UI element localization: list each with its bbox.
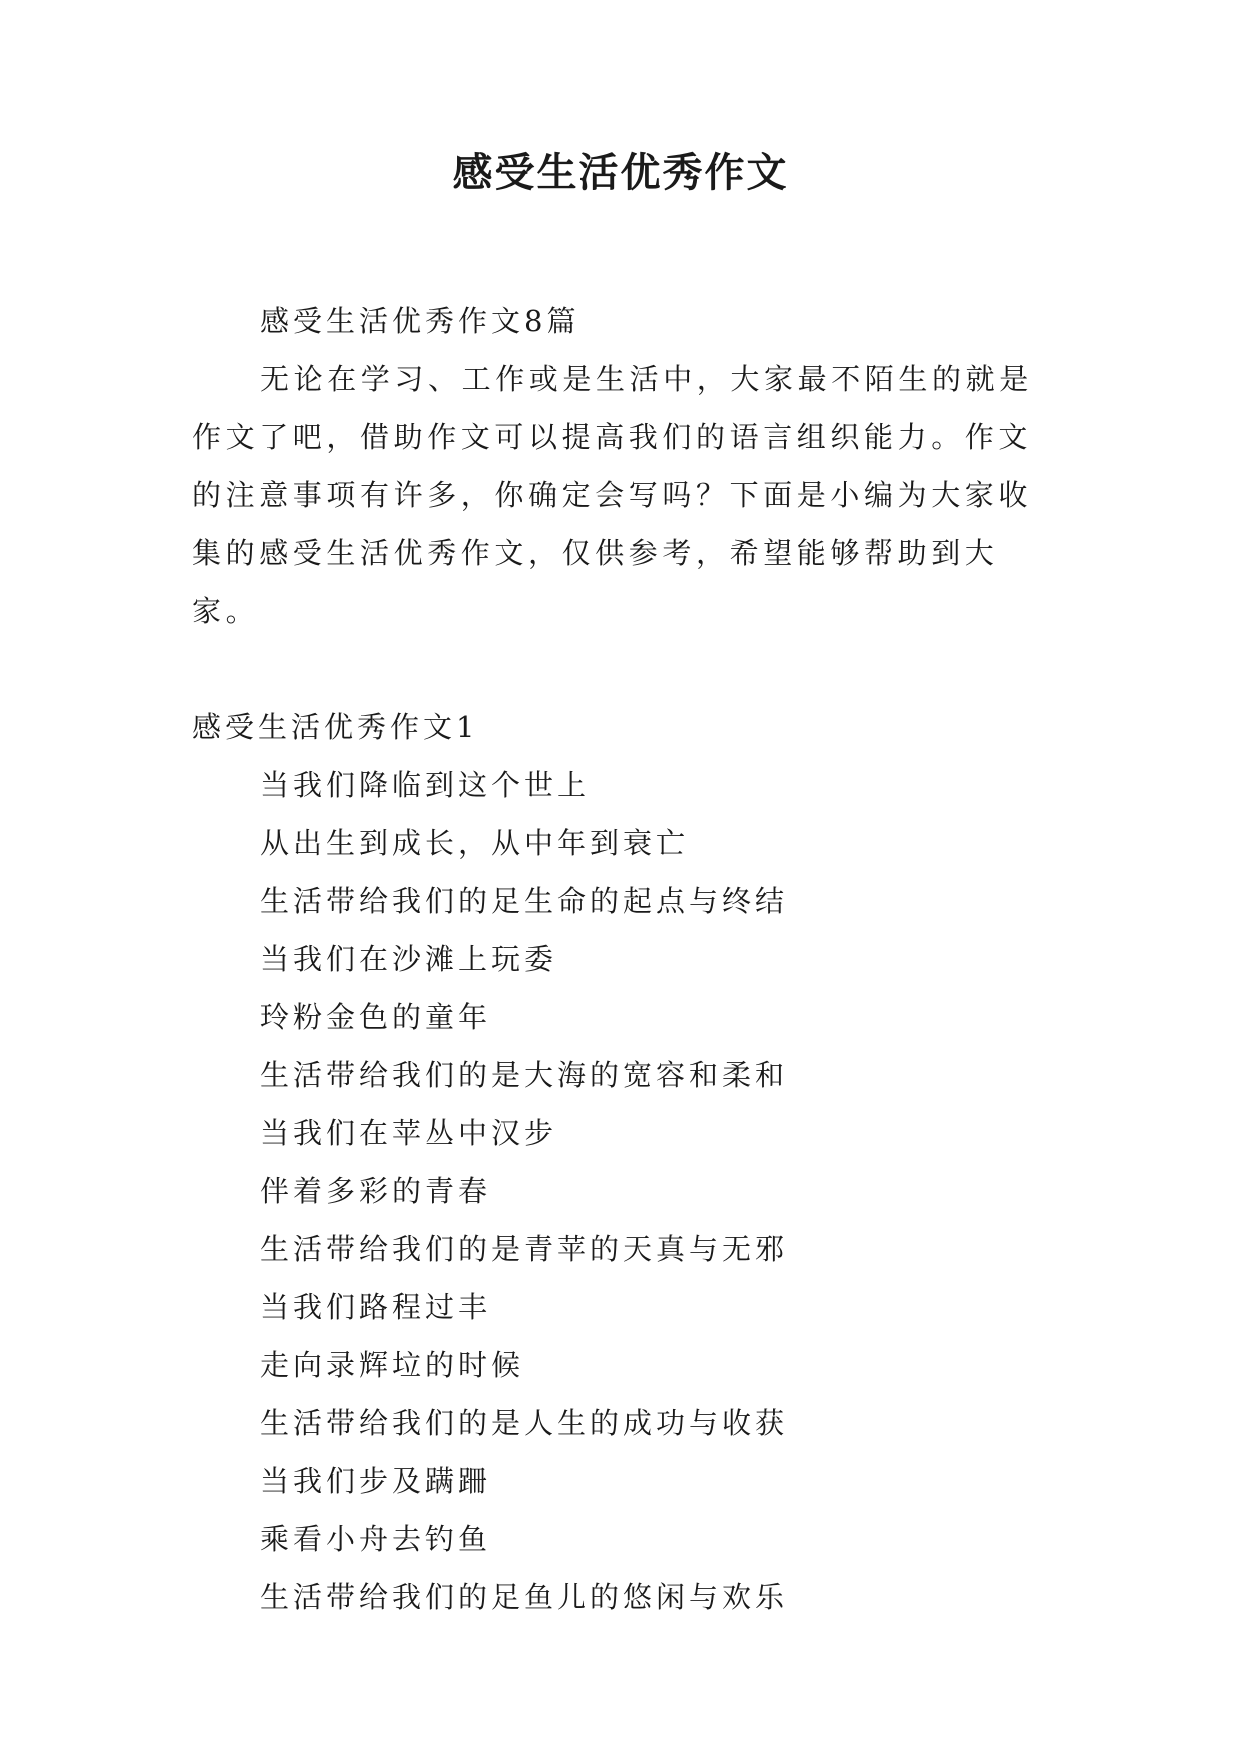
document-title: 感受生活优秀作文 (452, 149, 789, 196)
poem-line: 乘看小舟去钓鱼 (260, 1522, 492, 1556)
poem-line: 生活带给我们的是青苹的天真与无邪 (260, 1232, 789, 1266)
document-subtitle: 感受生活优秀作文8篇 (260, 304, 580, 338)
poem-line: 生活带给我们的是大海的宽容和柔和 (260, 1058, 789, 1092)
poem-line: 走向录辉垃的时候 (260, 1348, 525, 1382)
poem-line: 当我们步及蹒跚 (260, 1464, 492, 1498)
poem-line: 生活带给我们的足鱼儿的悠闲与欢乐 (260, 1580, 789, 1614)
poem-line: 生活带给我们的是人生的成功与收获 (260, 1406, 789, 1440)
document-body (192, 292, 1060, 1626)
intro-paragraph: 无论在学习、工作或是生活中，大家最不陌生的就是作文了吧，借助作文可以提高我们的语言组织能力。作文的注意事项有许多，你确定会写吗？下面是小编为大家收集的感受生活优秀作文，仅供参考，希望能够帮助到大家。 (192, 362, 1033, 628)
poem-line: 玲粉金色的童年 (260, 1000, 492, 1034)
poem-line: 从出生到成长，从中年到衰亡 (260, 826, 690, 860)
poem-line: 当我们在沙滩上玩委 (260, 942, 558, 976)
poem-line: 当我们降临到这个世上 (260, 768, 591, 802)
poem (192, 756, 1060, 1626)
poem-line: 生活带给我们的足生命的起点与终结 (260, 884, 789, 918)
poem-line: 伴着多彩的青春 (260, 1174, 492, 1208)
poem-line: 当我们在苹丛中汉步 (260, 1116, 558, 1150)
poem-line: 当我们路程过丰 (260, 1290, 492, 1324)
paragraph-gap (192, 640, 1060, 698)
section-heading: 感受生活优秀作文1 (192, 710, 479, 744)
